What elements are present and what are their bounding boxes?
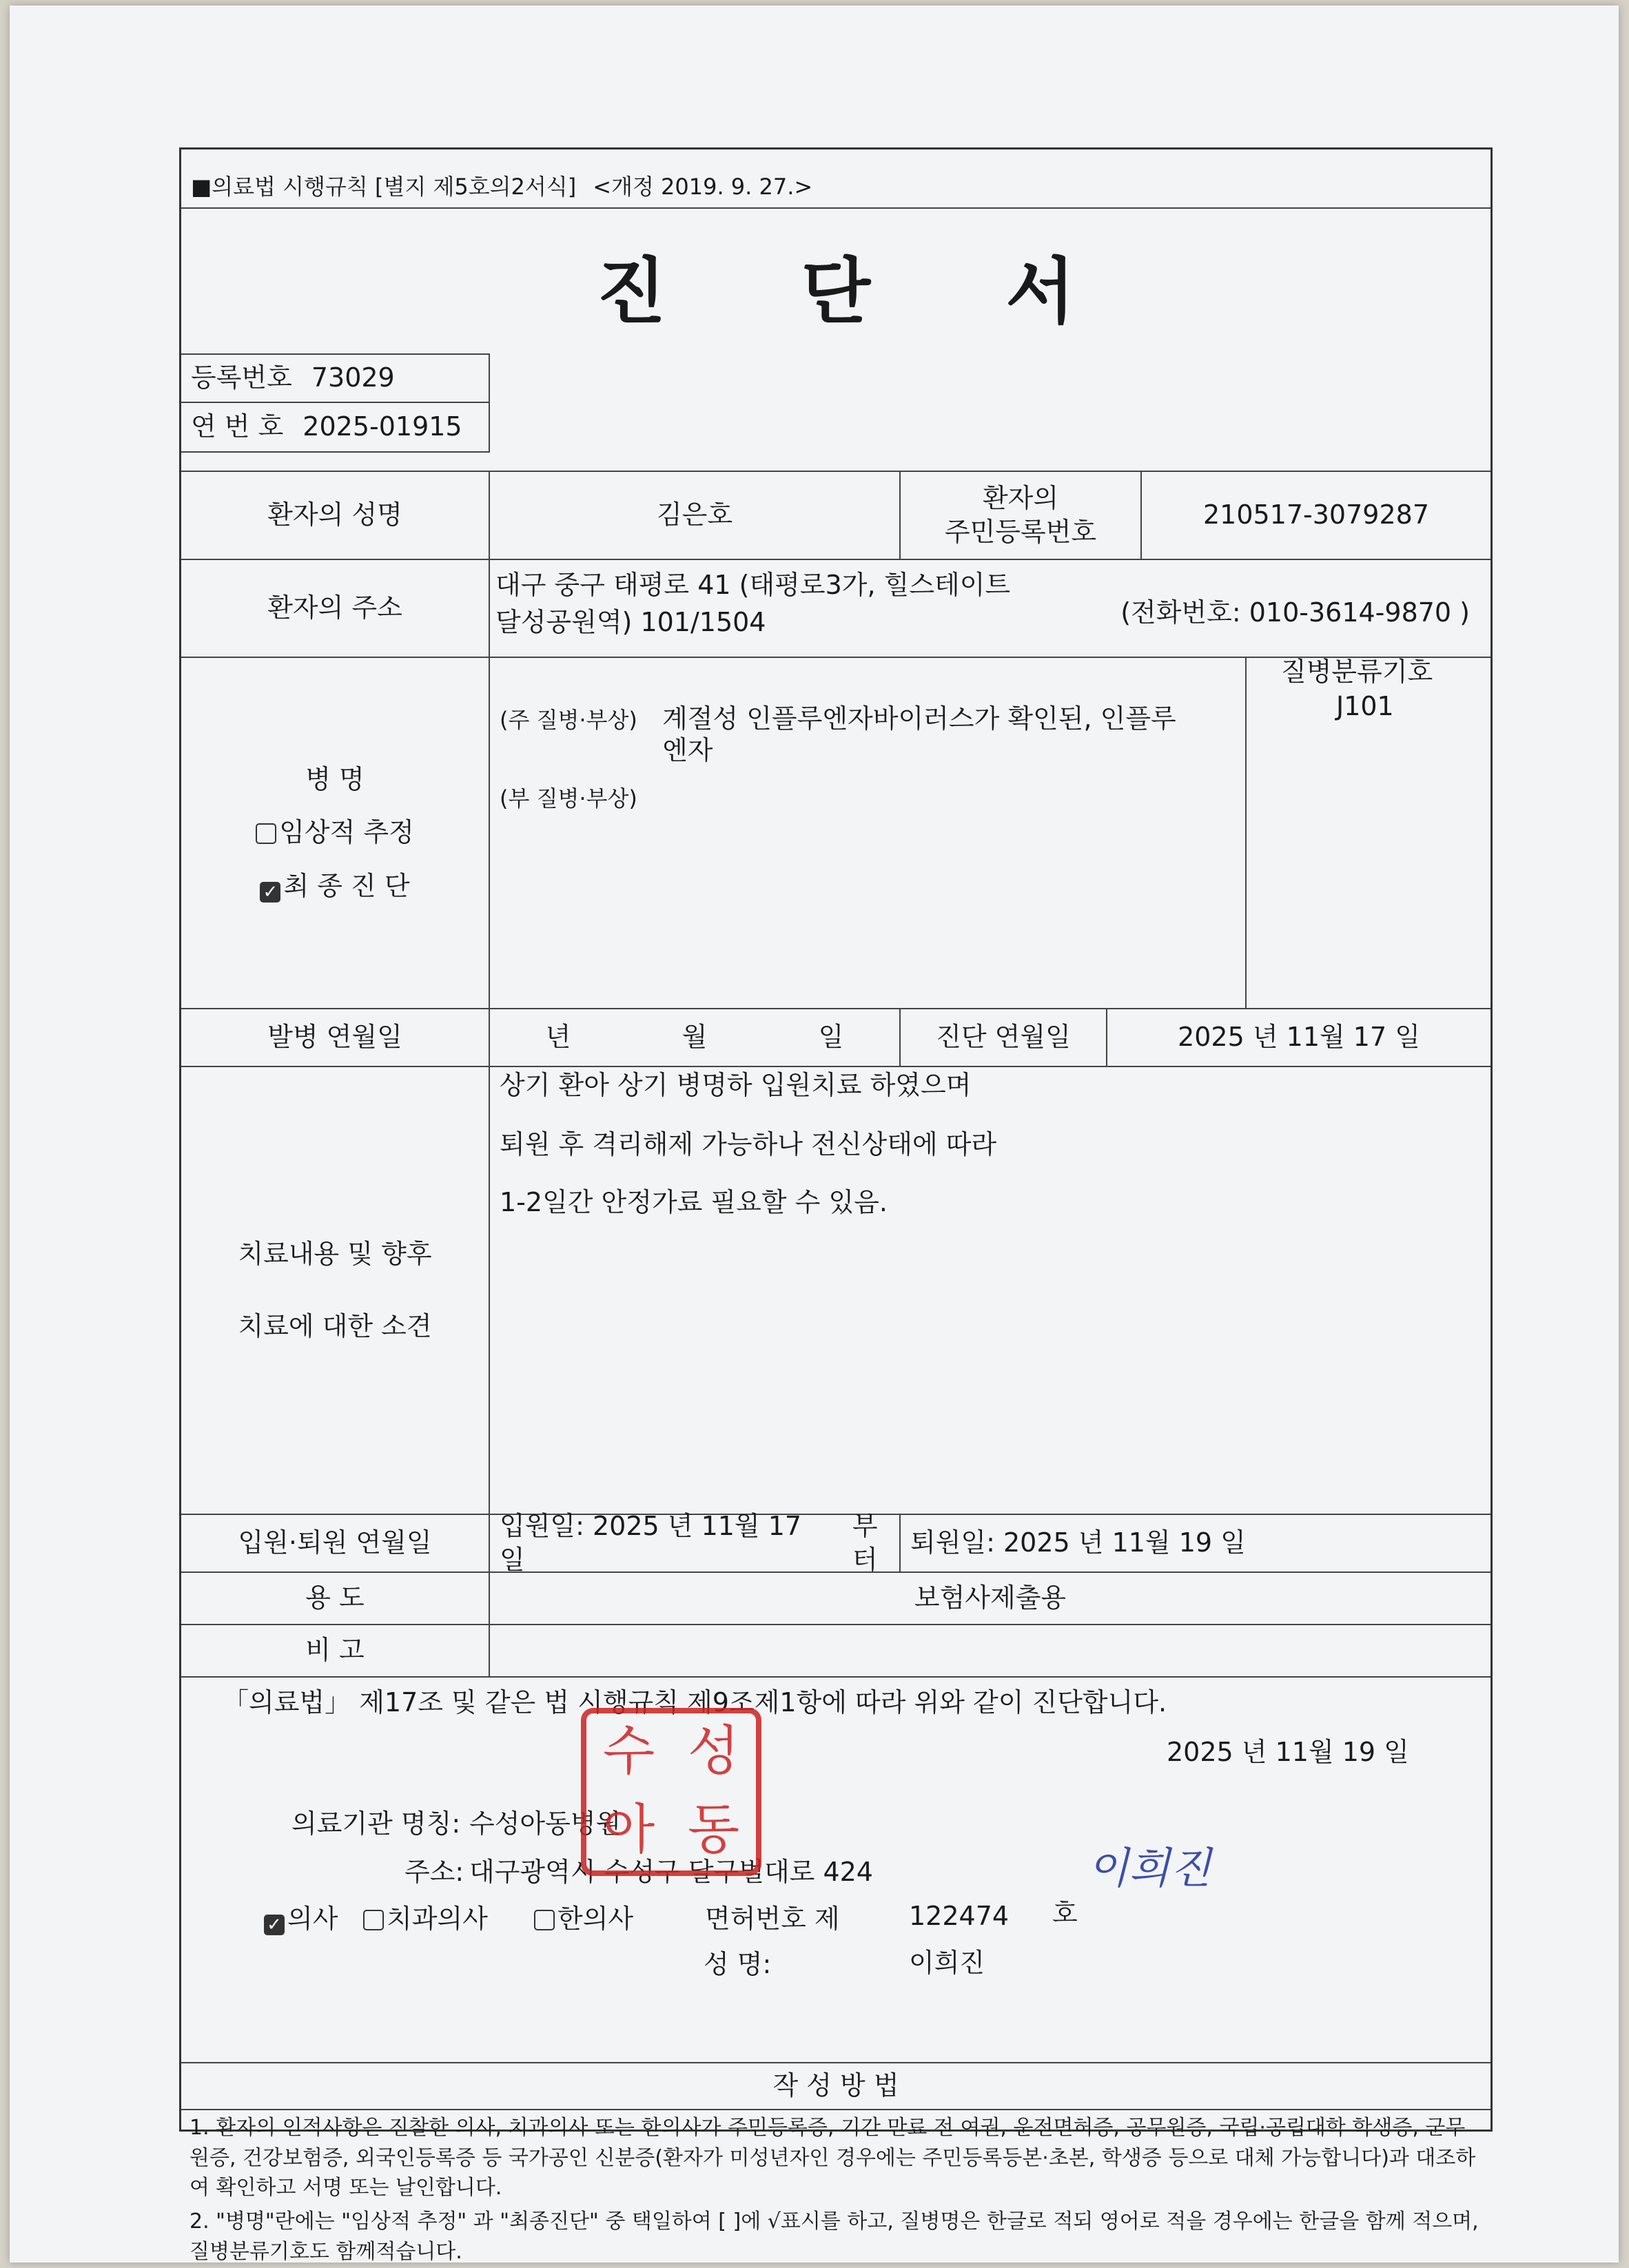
diagnosis-form — [179, 147, 1493, 2264]
diagnosis-date-label: 진단 연월일 — [901, 1009, 1107, 1067]
address-label: 환자의 주소 — [181, 560, 490, 658]
serial-value: 2025-01915 — [303, 411, 462, 442]
disease-content — [490, 658, 1247, 1009]
license-label: 면허번호 제 — [705, 1904, 840, 1934]
admission-from: 부터 — [852, 1510, 878, 1575]
document-page — [10, 6, 1619, 2262]
guide-title: 작 성 방 법 — [181, 2063, 1490, 2110]
onset-label: 발병 연월일 — [181, 1009, 490, 1067]
disease-code-cell — [1247, 658, 1490, 1009]
opinion-line-2: 퇴원 후 격리해제 가능하나 전신상태에 따라 — [500, 1129, 997, 1159]
certification-block — [181, 1678, 1490, 2063]
dentist-checkbox[interactable] — [363, 1910, 384, 1930]
page-title: 진 단 서 — [597, 249, 1130, 333]
doctor-label: 의사 — [287, 1904, 338, 1934]
sub-disease-label: (부 질병·부상) — [500, 785, 637, 812]
institution-address-label: 주소: — [404, 1857, 464, 1887]
remarks-label: 비 고 — [181, 1625, 490, 1678]
usage-value: 보험사제출용 — [490, 1573, 1490, 1625]
serial-label: 연 번 호 — [191, 411, 284, 442]
usage-label: 용 도 — [181, 1573, 490, 1625]
disease-code-label: 질병분류기호 — [1281, 657, 1433, 687]
clinical-estimate-option[interactable] — [256, 816, 414, 849]
oriental-doctor-option[interactable] — [534, 1902, 633, 1936]
final-diagnosis-option[interactable] — [260, 869, 409, 903]
reg-label: 등록번호 — [191, 362, 292, 393]
admission-label: 입원·퇴원 연월일 — [181, 1515, 490, 1573]
opinion-line-1: 상기 환아 상기 병명하 입원치료 하였으며 — [500, 1070, 972, 1100]
serial-number — [181, 403, 490, 453]
admission-in-date: 입원일: 2025 년 11월 17 일 — [500, 1510, 802, 1575]
opinion-label-1: 치료내용 및 향후 — [238, 1238, 432, 1269]
disease-label: 병 명 — [305, 763, 365, 794]
main-disease-text-1: 계절성 인플루엔자바이러스가 확인된, 인플루 — [662, 703, 1176, 734]
address-line-1: 대구 중구 태평로 41 (태평로3가, 힐스테이트 — [495, 570, 1011, 600]
opinion-content — [490, 1067, 1490, 1515]
diagnosis-date: 2025 년 11월 17 일 — [1107, 1009, 1490, 1067]
signer-name: 이희진 — [909, 1948, 985, 1978]
revision-text: <개정 2019. 9. 27.> — [593, 174, 813, 200]
final-checkbox[interactable]: ✓ — [260, 882, 280, 903]
oriental-label: 한의사 — [557, 1904, 634, 1934]
clinical-checkbox[interactable] — [256, 823, 276, 844]
address-line-2: 달성공원역) 101/1504 — [495, 607, 766, 637]
signer-name-label: 성 명: — [704, 1949, 772, 1979]
certification-date: 2025 년 11월 19 일 — [1167, 1737, 1409, 1767]
institution-label: 의료기관 명칭: — [291, 1808, 461, 1839]
onset-month: 월 — [682, 1022, 708, 1053]
license-number: 122474 — [909, 1901, 1010, 1931]
admission-in — [490, 1510, 901, 1575]
onset-date — [490, 1009, 901, 1067]
guide-item-1: 1. 환자의 인적사항은 진찰한 의사, 치과의사 또는 한의사가 주민등록증, 기간 만료 전 여권, 운전면허증, 공무원증, 국립·공립대학 학생증, 군무원증, 건강보험증, 외국인등록증 등 국가공인 신분증(환자가 미성년자인 경우에는 주민등록등본·초본, 학생증 등으로 대체 가능합니다)과 대조하여 확인하고 서명 또는 날인합니다. — [189, 2116, 1476, 2200]
doctor-option[interactable] — [264, 1902, 338, 1936]
disease-label-cell — [181, 658, 490, 1009]
main-disease-text-2: 엔자 — [662, 735, 713, 765]
hospital-seal-stamp: 수 성 아 동 — [581, 1708, 761, 1876]
opinion-label-2: 치료에 대한 소견 — [238, 1311, 432, 1341]
disease-code: J101 — [1336, 691, 1394, 721]
form-reference — [181, 150, 1490, 209]
registration-number — [181, 353, 490, 403]
onset-day: 일 — [818, 1022, 844, 1053]
form-ref-text: ■의료법 시행규칙 [별지 제5호의2서식] — [191, 174, 577, 200]
patient-name-label: 환자의 성명 — [181, 471, 490, 560]
oriental-checkbox[interactable] — [534, 1910, 555, 1930]
handwritten-signature: 이희진 — [1087, 1843, 1211, 1893]
dentist-option[interactable] — [363, 1902, 488, 1936]
guide-item-2: 2. "병명"란에는 "임상적 추정" 과 "최종진단" 중 택일하여 [ ]에 √표시를 하고, 질병명은 한글로 적되 영어로 적을 경우에는 한글을 함께 적으며, 질병분류기호도 함께적습니다. — [189, 2209, 1479, 2264]
admission-out: 퇴원일: 2025 년 11월 19 일 — [901, 1515, 1490, 1573]
license-suffix: 호 — [1052, 1898, 1078, 1928]
institution-name: 수성아동병원 — [469, 1808, 622, 1839]
dentist-label: 치과의사 — [387, 1904, 488, 1934]
institution-address: 대구광역시 수성구 달구벌대로 424 — [469, 1857, 873, 1887]
patient-name: 김은호 — [490, 471, 901, 560]
main-disease-label: (주 질병·부상) — [500, 707, 637, 733]
final-label: 최 종 진 단 — [283, 870, 410, 901]
onset-year: 년 — [545, 1022, 571, 1053]
clinical-label: 임상적 추정 — [279, 817, 414, 848]
opinion-label-cell — [181, 1067, 490, 1515]
rrn-label: 환자의 주민등록번호 — [901, 471, 1142, 560]
remarks-value — [490, 1625, 1490, 1678]
address-cell — [490, 560, 1490, 658]
opinion-line-3: 1-2일간 안정가료 필요할 수 있음. — [500, 1187, 888, 1217]
doctor-checkbox[interactable]: ✓ — [264, 1915, 285, 1935]
reg-value: 73029 — [311, 362, 395, 393]
patient-rrn: 210517-3079287 — [1142, 471, 1490, 560]
phone-number: (전화번호: 010-3614-9870 ) — [1120, 597, 1470, 628]
certification-statement: 「의료법」 제17조 및 같은 법 시행규칙 제9조제1항에 따라 위와 같이 진단합니다. — [223, 1687, 1167, 1718]
